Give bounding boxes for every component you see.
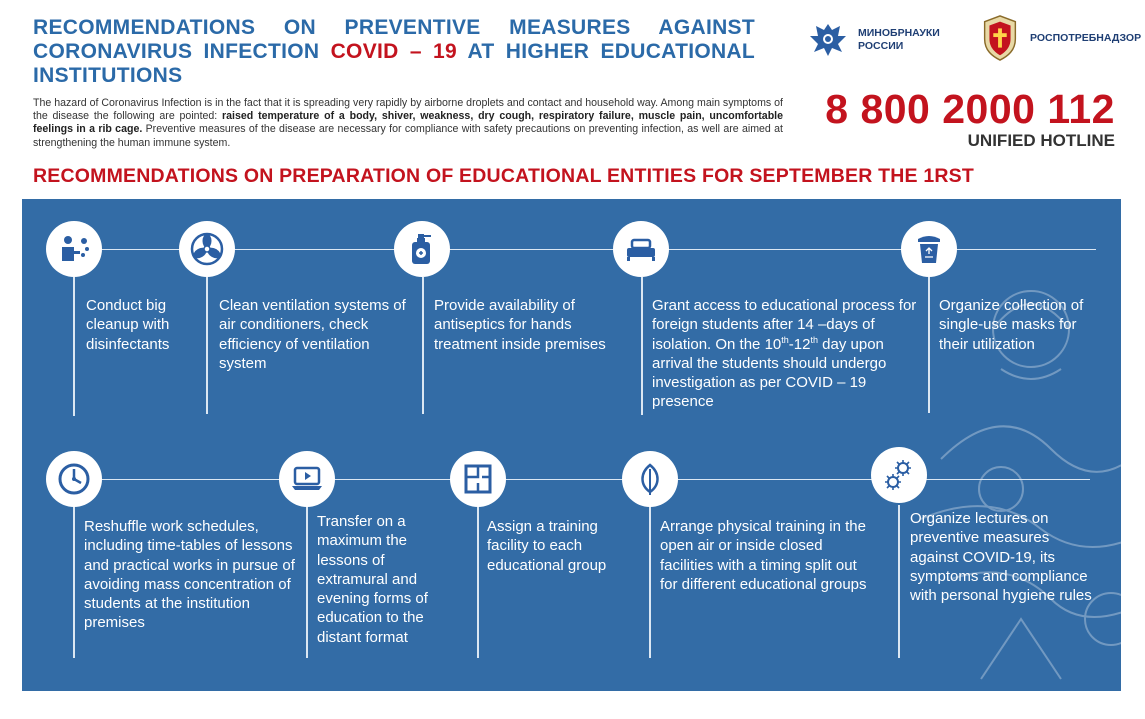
intro-symptoms: raised temperature of a body, shiver, weakness, dry cough, respiratory failure, muscle pain, uncomfortable feelings in a rib cage. xyxy=(33,110,783,136)
mask-bin-icon xyxy=(911,231,947,267)
leaf-icon xyxy=(632,461,668,497)
isolation-sup-a: th xyxy=(781,334,789,345)
hotline-number: 8 800 2000 112 xyxy=(825,86,1115,132)
item-schedules-text: Reshuffle work schedules, including time-tables of lessons and practical works in pursue of avoiding mass concentration of students at the institution premises xyxy=(84,518,295,632)
node-isolation xyxy=(613,221,669,277)
bed-isolation-icon xyxy=(623,231,659,267)
node-antiseptics xyxy=(394,221,450,277)
rospotrebnadzor-logo-text xyxy=(1030,32,1141,45)
node-lectures xyxy=(871,447,927,503)
item-ventilation-text: Clean ventilation systems of air conditioners, check efficiency of ventilation system xyxy=(219,297,406,372)
hotline-label: UNIFIED HOTLINE xyxy=(967,131,1115,150)
title-covid-highlight: COVID – 19 xyxy=(330,40,458,63)
ministry-name-line1: МИНОБРНАУКИ xyxy=(858,27,940,39)
stem xyxy=(641,277,643,415)
item-isolation-text xyxy=(652,296,917,412)
node-facility xyxy=(450,451,506,507)
stem xyxy=(206,277,208,414)
section-subtitle: RECOMMENDATIONS ON PREPARATION OF EDUCATIONAL ENTITIES FOR SEPTEMBER THE 1RST xyxy=(33,165,974,187)
stem xyxy=(898,505,900,658)
virus-lecture-icon xyxy=(881,457,917,493)
isolation-text-a: Grant access to educational process for foreign students after 14 –days of isolation. On the 10 xyxy=(652,297,917,353)
intro-paragraph xyxy=(33,97,783,150)
stem xyxy=(928,277,930,413)
spray-disinfect-icon xyxy=(56,231,92,267)
node-ventilation xyxy=(179,221,235,277)
item-facility-text: Assign a training facility to each educational group xyxy=(487,518,607,574)
title-part-2: AT HIGHER EDUCATIONAL INSTITUTIONS xyxy=(33,40,756,87)
timeline-rail-bottom xyxy=(50,479,1090,480)
ministry-name-line2: РОССИИ xyxy=(858,40,904,52)
stem xyxy=(306,505,308,658)
node-distant xyxy=(279,451,335,507)
clock-icon xyxy=(56,461,92,497)
stem xyxy=(422,277,424,414)
intro-text-1: The hazard of Coronavirus Infection is in the fact that it is spreading very rapidly by airborne droplets and contact and household way. Among main symptoms of the disease the following are pointed: xyxy=(33,97,783,123)
intro-text-2: Preventive measures of the disease are necessary for compliance with safety precautions on preventing infection, as well are aimed at strengthening the human immune system. xyxy=(33,123,783,149)
floor-plan-icon xyxy=(460,461,496,497)
shield-emblem-icon xyxy=(978,14,1022,62)
agency-name: РОСПОТРЕБНАДЗОР xyxy=(1030,31,1142,44)
recommendations-panel xyxy=(22,199,1121,691)
item-masks-text: Organize collection of single-use masks for their utilization xyxy=(939,297,1084,353)
page-title xyxy=(33,16,755,88)
ministry-logo xyxy=(806,18,940,62)
node-masks xyxy=(901,221,957,277)
item-antiseptics-text: Provide availability of antiseptics for hands treatment inside premises xyxy=(434,297,606,353)
isolation-text-c: day upon arrival the students should undergo investigation as per COVID – 19 presence xyxy=(652,335,887,411)
stem xyxy=(477,505,479,658)
item-training-text: Arrange physical training in the open air or inside closed facilities with a timing split out for different educational groups xyxy=(660,518,867,593)
rospotrebnadzor-logo xyxy=(978,14,1141,62)
node-schedules xyxy=(46,451,102,507)
stem xyxy=(73,505,75,658)
item-lectures-text: Organize lectures on preventive measures against COVID-19, its symptoms and compliance with personal hygiene rules xyxy=(910,510,1092,605)
fan-ventilation-icon xyxy=(189,231,225,267)
laptop-video-icon xyxy=(289,461,325,497)
stem xyxy=(649,505,651,658)
title-part-1: RECOMMENDATIONS ON PREVENTIVE MEASURES AGAINST CORONAVIRUS INFECTION xyxy=(33,16,755,63)
ministry-logo-text xyxy=(858,27,940,53)
isolation-text-b: -12 xyxy=(788,335,811,353)
antiseptic-bottle-icon xyxy=(404,231,440,267)
item-distant-text: Transfer on a maximum the lessons of extramural and evening forms of education to the distant format xyxy=(317,513,428,646)
node-cleanup xyxy=(46,221,102,277)
stem xyxy=(73,277,75,416)
item-cleanup-text: Conduct big cleanup with disinfectants xyxy=(86,297,170,353)
node-training xyxy=(622,451,678,507)
isolation-sup-b: th xyxy=(810,334,818,345)
eagle-emblem-icon xyxy=(806,18,850,62)
